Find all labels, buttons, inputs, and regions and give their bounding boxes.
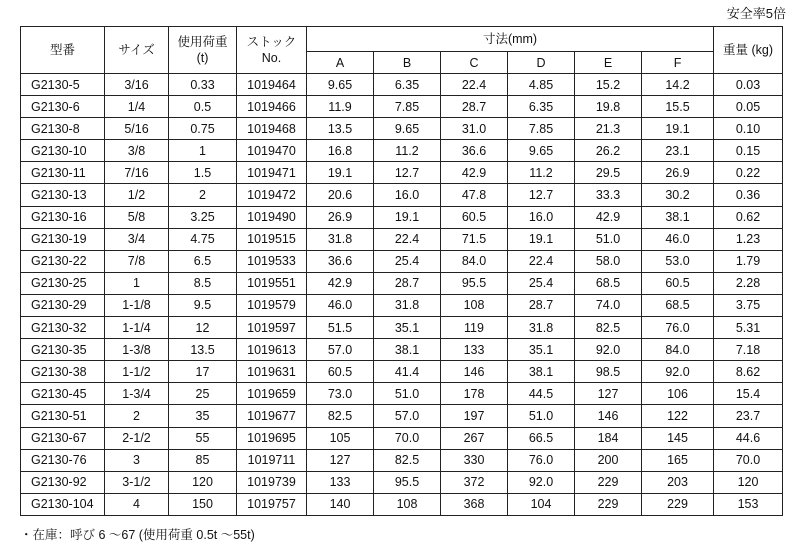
table-row (21, 493, 783, 515)
cell-dim-a: 127 (307, 449, 374, 471)
cell-model: G2130-45 (21, 383, 105, 405)
cell-dim-b: 95.5 (374, 471, 441, 493)
table-row (21, 118, 783, 140)
cell-working-load: 13.5 (169, 339, 237, 361)
cell-dim-a: 13.5 (307, 118, 374, 140)
cell-dim-b: 22.4 (374, 228, 441, 250)
cell-model: G2130-29 (21, 294, 105, 316)
cell-dim-d: 9.65 (508, 140, 575, 162)
cell-working-load: 35 (169, 405, 237, 427)
cell-size: 7/8 (105, 250, 169, 272)
cell-dim-d: 7.85 (508, 118, 575, 140)
cell-dim-b: 31.8 (374, 294, 441, 316)
cell-size: 4 (105, 493, 169, 515)
header-working-load-unit: (t) (196, 51, 209, 65)
header-stock-no (237, 27, 307, 74)
cell-weight: 3.75 (714, 294, 783, 316)
cell-stock-no: 1019470 (237, 140, 307, 162)
cell-working-load: 8.5 (169, 272, 237, 294)
cell-working-load: 6.5 (169, 250, 237, 272)
shackle-spec-table (20, 26, 783, 516)
cell-weight: 8.62 (714, 361, 783, 383)
table-header (21, 27, 783, 74)
cell-model: G2130-8 (21, 118, 105, 140)
cell-dim-f: 122 (642, 405, 714, 427)
cell-dim-b: 51.0 (374, 383, 441, 405)
cell-model: G2130-67 (21, 427, 105, 449)
cell-stock-no: 1019677 (237, 405, 307, 427)
cell-size: 5/16 (105, 118, 169, 140)
cell-weight: 120 (714, 471, 783, 493)
table-row (21, 339, 783, 361)
cell-dim-e: 33.3 (575, 184, 642, 206)
cell-model: G2130-11 (21, 162, 105, 184)
cell-dim-b: 11.2 (374, 140, 441, 162)
cell-dim-b: 38.1 (374, 339, 441, 361)
cell-dim-b: 6.35 (374, 74, 441, 96)
cell-dim-d: 31.8 (508, 317, 575, 339)
cell-stock-no: 1019711 (237, 449, 307, 471)
cell-weight: 0.15 (714, 140, 783, 162)
cell-dim-d: 6.35 (508, 96, 575, 118)
cell-dim-f: 14.2 (642, 74, 714, 96)
cell-size: 1-1/8 (105, 294, 169, 316)
header-working-load-label: 使用荷重 (177, 35, 228, 49)
cell-dim-f: 106 (642, 383, 714, 405)
cell-dim-f: 15.5 (642, 96, 714, 118)
cell-dim-a: 133 (307, 471, 374, 493)
cell-weight: 0.36 (714, 184, 783, 206)
cell-model: G2130-51 (21, 405, 105, 427)
cell-dim-c: 36.6 (441, 140, 508, 162)
cell-dim-d: 76.0 (508, 449, 575, 471)
cell-weight: 153 (714, 493, 783, 515)
table-row (21, 383, 783, 405)
table-row (21, 361, 783, 383)
cell-dim-c: 267 (441, 427, 508, 449)
header-weight: 重量 (kg) (714, 27, 783, 74)
cell-dim-e: 229 (575, 471, 642, 493)
cell-stock-no: 1019739 (237, 471, 307, 493)
header-dim-f: F (642, 52, 714, 74)
cell-dim-d: 4.85 (508, 74, 575, 96)
cell-dim-b: 19.1 (374, 206, 441, 228)
cell-stock-no: 1019464 (237, 74, 307, 96)
cell-dim-e: 98.5 (575, 361, 642, 383)
header-stock-no-label: No. (261, 51, 282, 65)
cell-dim-f: 53.0 (642, 250, 714, 272)
table-row (21, 427, 783, 449)
cell-dim-c: 47.8 (441, 184, 508, 206)
cell-weight: 23.7 (714, 405, 783, 427)
cell-size: 3 (105, 449, 169, 471)
cell-weight: 1.23 (714, 228, 783, 250)
cell-stock-no: 1019466 (237, 96, 307, 118)
cell-working-load: 12 (169, 317, 237, 339)
cell-dim-f: 68.5 (642, 294, 714, 316)
cell-stock-no: 1019533 (237, 250, 307, 272)
cell-size: 3/4 (105, 228, 169, 250)
cell-stock-no: 1019659 (237, 383, 307, 405)
cell-size: 1-1/2 (105, 361, 169, 383)
cell-size: 1 (105, 272, 169, 294)
cell-dim-b: 12.7 (374, 162, 441, 184)
table-row (21, 449, 783, 471)
cell-dim-e: 15.2 (575, 74, 642, 96)
cell-dim-d: 28.7 (508, 294, 575, 316)
cell-weight: 0.05 (714, 96, 783, 118)
cell-dim-c: 372 (441, 471, 508, 493)
table-row (21, 184, 783, 206)
cell-weight: 0.03 (714, 74, 783, 96)
cell-dim-d: 16.0 (508, 206, 575, 228)
cell-dim-c: 146 (441, 361, 508, 383)
cell-working-load: 4.75 (169, 228, 237, 250)
safety-factor-note: 安全率5倍 (726, 6, 786, 21)
cell-dim-a: 105 (307, 427, 374, 449)
cell-weight: 2.28 (714, 272, 783, 294)
cell-dim-d: 11.2 (508, 162, 575, 184)
cell-stock-no: 1019597 (237, 317, 307, 339)
table-row (21, 405, 783, 427)
cell-stock-no: 1019468 (237, 118, 307, 140)
cell-dim-a: 11.9 (307, 96, 374, 118)
cell-dim-c: 60.5 (441, 206, 508, 228)
cell-size: 3-1/2 (105, 471, 169, 493)
table-row (21, 250, 783, 272)
cell-weight: 15.4 (714, 383, 783, 405)
cell-working-load: 0.5 (169, 96, 237, 118)
table-row (21, 206, 783, 228)
cell-working-load: 17 (169, 361, 237, 383)
cell-dim-c: 28.7 (441, 96, 508, 118)
table-row (21, 140, 783, 162)
cell-dim-e: 21.3 (575, 118, 642, 140)
cell-size: 3/8 (105, 140, 169, 162)
cell-dim-e: 200 (575, 449, 642, 471)
cell-dim-f: 229 (642, 493, 714, 515)
cell-model: G2130-6 (21, 96, 105, 118)
cell-dim-f: 30.2 (642, 184, 714, 206)
cell-dim-e: 184 (575, 427, 642, 449)
cell-weight: 0.10 (714, 118, 783, 140)
cell-size: 1/4 (105, 96, 169, 118)
cell-working-load: 25 (169, 383, 237, 405)
cell-model: G2130-32 (21, 317, 105, 339)
cell-size: 3/16 (105, 74, 169, 96)
cell-dim-e: 74.0 (575, 294, 642, 316)
header-size: サイズ (105, 27, 169, 74)
cell-model: G2130-5 (21, 74, 105, 96)
cell-dim-d: 22.4 (508, 250, 575, 272)
cell-dim-e: 146 (575, 405, 642, 427)
cell-stock-no: 1019471 (237, 162, 307, 184)
cell-dim-b: 108 (374, 493, 441, 515)
cell-dim-b: 16.0 (374, 184, 441, 206)
cell-stock-no: 1019490 (237, 206, 307, 228)
cell-stock-no: 1019472 (237, 184, 307, 206)
cell-stock-no: 1019695 (237, 427, 307, 449)
header-dim-b: B (374, 52, 441, 74)
cell-dim-e: 51.0 (575, 228, 642, 250)
table-row (21, 471, 783, 493)
cell-working-load: 1 (169, 140, 237, 162)
cell-dim-e: 229 (575, 493, 642, 515)
cell-dim-b: 41.4 (374, 361, 441, 383)
cell-working-load: 9.5 (169, 294, 237, 316)
cell-working-load: 150 (169, 493, 237, 515)
cell-dim-a: 73.0 (307, 383, 374, 405)
cell-dim-c: 330 (441, 449, 508, 471)
table-row (21, 272, 783, 294)
cell-size: 1-3/8 (105, 339, 169, 361)
cell-weight: 1.79 (714, 250, 783, 272)
cell-dim-c: 178 (441, 383, 508, 405)
cell-dim-b: 35.1 (374, 317, 441, 339)
cell-dim-a: 46.0 (307, 294, 374, 316)
header-dim-e: E (575, 52, 642, 74)
cell-model: G2130-38 (21, 361, 105, 383)
cell-dim-a: 82.5 (307, 405, 374, 427)
cell-model: G2130-19 (21, 228, 105, 250)
cell-dim-f: 26.9 (642, 162, 714, 184)
cell-working-load: 120 (169, 471, 237, 493)
cell-dim-c: 108 (441, 294, 508, 316)
cell-dim-a: 9.65 (307, 74, 374, 96)
cell-dim-d: 92.0 (508, 471, 575, 493)
cell-weight: 0.62 (714, 206, 783, 228)
stock-footnote: ・在庫：呼び 6 ～67 (使用荷重 0.5t ～55t) (20, 528, 255, 542)
cell-dim-e: 19.8 (575, 96, 642, 118)
cell-size: 1-3/4 (105, 383, 169, 405)
cell-weight: 7.18 (714, 339, 783, 361)
cell-dim-d: 66.5 (508, 427, 575, 449)
cell-size: 1/2 (105, 184, 169, 206)
cell-model: G2130-35 (21, 339, 105, 361)
cell-stock-no: 1019579 (237, 294, 307, 316)
cell-dim-a: 16.8 (307, 140, 374, 162)
cell-dim-e: 92.0 (575, 339, 642, 361)
cell-dim-b: 28.7 (374, 272, 441, 294)
cell-stock-no: 1019631 (237, 361, 307, 383)
cell-dim-e: 68.5 (575, 272, 642, 294)
cell-dim-a: 140 (307, 493, 374, 515)
cell-dim-e: 42.9 (575, 206, 642, 228)
cell-dim-b: 9.65 (374, 118, 441, 140)
cell-stock-no: 1019613 (237, 339, 307, 361)
cell-dim-f: 38.1 (642, 206, 714, 228)
cell-dim-a: 20.6 (307, 184, 374, 206)
cell-working-load: 1.5 (169, 162, 237, 184)
header-dimensions: 寸法(mm) (307, 27, 714, 52)
cell-stock-no: 1019515 (237, 228, 307, 250)
table-row (21, 317, 783, 339)
cell-weight: 70.0 (714, 449, 783, 471)
cell-dim-a: 36.6 (307, 250, 374, 272)
cell-dim-e: 29.5 (575, 162, 642, 184)
table-body (21, 74, 783, 516)
cell-dim-c: 22.4 (441, 74, 508, 96)
table-row (21, 294, 783, 316)
cell-dim-f: 203 (642, 471, 714, 493)
cell-dim-b: 82.5 (374, 449, 441, 471)
cell-dim-f: 84.0 (642, 339, 714, 361)
cell-dim-a: 42.9 (307, 272, 374, 294)
cell-dim-e: 26.2 (575, 140, 642, 162)
cell-dim-b: 7.85 (374, 96, 441, 118)
cell-dim-e: 82.5 (575, 317, 642, 339)
cell-working-load: 3.25 (169, 206, 237, 228)
cell-dim-f: 76.0 (642, 317, 714, 339)
cell-dim-f: 19.1 (642, 118, 714, 140)
cell-dim-c: 31.0 (441, 118, 508, 140)
cell-weight: 0.22 (714, 162, 783, 184)
cell-dim-f: 60.5 (642, 272, 714, 294)
cell-dim-e: 127 (575, 383, 642, 405)
cell-dim-e: 58.0 (575, 250, 642, 272)
cell-model: G2130-13 (21, 184, 105, 206)
header-dim-c: C (441, 52, 508, 74)
cell-working-load: 0.75 (169, 118, 237, 140)
cell-dim-d: 38.1 (508, 361, 575, 383)
cell-dim-c: 95.5 (441, 272, 508, 294)
cell-dim-d: 104 (508, 493, 575, 515)
header-dim-d: D (508, 52, 575, 74)
cell-dim-c: 133 (441, 339, 508, 361)
cell-dim-c: 368 (441, 493, 508, 515)
cell-stock-no: 1019757 (237, 493, 307, 515)
cell-dim-d: 19.1 (508, 228, 575, 250)
table-row (21, 96, 783, 118)
cell-model: G2130-16 (21, 206, 105, 228)
cell-dim-d: 25.4 (508, 272, 575, 294)
cell-working-load: 2 (169, 184, 237, 206)
cell-dim-d: 44.5 (508, 383, 575, 405)
cell-model: G2130-22 (21, 250, 105, 272)
cell-dim-d: 51.0 (508, 405, 575, 427)
cell-dim-d: 12.7 (508, 184, 575, 206)
cell-weight: 5.31 (714, 317, 783, 339)
cell-size: 2-1/2 (105, 427, 169, 449)
cell-dim-f: 23.1 (642, 140, 714, 162)
cell-dim-f: 165 (642, 449, 714, 471)
cell-weight: 44.6 (714, 427, 783, 449)
cell-model: G2130-104 (21, 493, 105, 515)
cell-stock-no: 1019551 (237, 272, 307, 294)
cell-dim-c: 84.0 (441, 250, 508, 272)
cell-dim-c: 71.5 (441, 228, 508, 250)
cell-size: 1-1/4 (105, 317, 169, 339)
table-row (21, 162, 783, 184)
cell-size: 7/16 (105, 162, 169, 184)
cell-working-load: 55 (169, 427, 237, 449)
cell-model: G2130-10 (21, 140, 105, 162)
cell-dim-b: 57.0 (374, 405, 441, 427)
cell-size: 5/8 (105, 206, 169, 228)
cell-dim-c: 197 (441, 405, 508, 427)
header-stock-label: ストック (246, 35, 297, 49)
cell-dim-a: 19.1 (307, 162, 374, 184)
cell-dim-a: 51.5 (307, 317, 374, 339)
cell-dim-b: 25.4 (374, 250, 441, 272)
cell-model: G2130-25 (21, 272, 105, 294)
cell-dim-c: 42.9 (441, 162, 508, 184)
cell-dim-a: 26.9 (307, 206, 374, 228)
cell-dim-a: 60.5 (307, 361, 374, 383)
header-model: 型番 (21, 27, 105, 74)
cell-dim-f: 92.0 (642, 361, 714, 383)
header-working-load (169, 27, 237, 74)
cell-model: G2130-92 (21, 471, 105, 493)
cell-dim-f: 46.0 (642, 228, 714, 250)
table-row (21, 228, 783, 250)
cell-model: G2130-76 (21, 449, 105, 471)
header-dim-a: A (307, 52, 374, 74)
cell-dim-a: 31.8 (307, 228, 374, 250)
cell-size: 2 (105, 405, 169, 427)
cell-dim-d: 35.1 (508, 339, 575, 361)
cell-working-load: 85 (169, 449, 237, 471)
table-row (21, 74, 783, 96)
cell-working-load: 0.33 (169, 74, 237, 96)
cell-dim-b: 70.0 (374, 427, 441, 449)
cell-dim-c: 119 (441, 317, 508, 339)
cell-dim-f: 145 (642, 427, 714, 449)
cell-dim-a: 57.0 (307, 339, 374, 361)
